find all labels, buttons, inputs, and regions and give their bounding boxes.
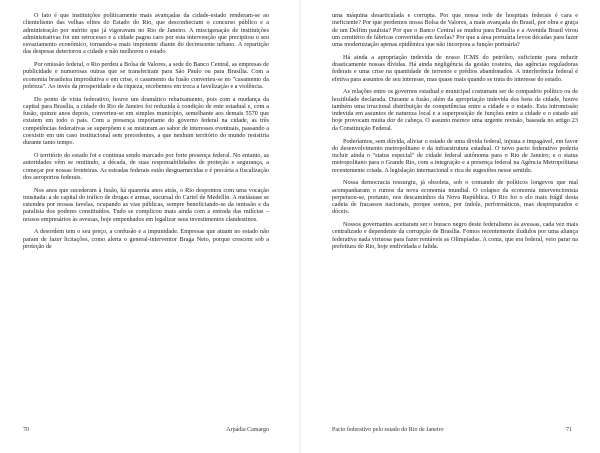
left-paragraph: Nos anos que sucederam à fusão, há quarenta anos atrás, o Rio despontou com uma vocação inusitada: a de capital do tráfico de drogas e armas, sucursal do Cartel de Medellín. A metástase se estendeu por nossas favelas, ocupando as vias públicas, sempre beneficiando-se da omissão e da paralisia dos poderes constituídos. Tudo se complicou mais ainda com a entrada das milícias – nossos empresários às avessas, hoje empenhados em legalizar seus investimentos clandestinos.: [23, 186, 269, 223]
right-page-number: 71: [566, 427, 572, 433]
left-paragraph: Do ponto de vista federativo, houve um dramático rebaixamento, pois com a mudança da capital para Brasília, a cidade do Rio de Janeiro foi reduzida à condição de ente estadual e, com a fusão, quinze anos depois, converteu-se em simples município, semelhante aos demais 5570 que existem em todo o país. Com a presença importante do governo federal na cidade, as três competências federativas se superpõem e se misturam ao sabor de interesses eventuais, passando a coexistir em um caso institucional sem precedentes, a que nenhum território do mundo resistiria durante tanto tempo.: [23, 95, 269, 147]
left-paragraph: O território do estado foi e continua sendo marcado por forte presença federal. No entanto, as autoridades vêm se omitindo, a década, de suas responsabilidades de proteção e segurança, a começar por nossas fronteiras. As estradas federais estão desguarnecidas e é precária a fiscalização dos aeroportos federais.: [23, 152, 269, 181]
left-paragraph: O fato é que instituições politicamente mais avançadas da cidade-estado renderam-se ao clientelismo das velhas elites do Estado do Rio, que desconheciam o concurso público e a administração por mérito que já vigoravam no Rio de Janeiro. A miscigenação de instituições administrativas foi um retrocesso e a cidade pagou caro por esta intervenção que precipitou o seu esvaziamento econômico, tornando-a mais impotente diante do decrescente urbano. A repartição das despesas deteriorou a cidade e não melhorou o estado.: [23, 12, 269, 56]
left-page-body: [23, 12, 269, 256]
right-page-body: [332, 12, 578, 256]
right-paragraph: As relações entre os governos estadual e municipal costumam ser de compadrio político ou de hostilidade declarada. Durante a fusão, além da apropriação indevida dos bens da cidade, houve também uma irracional distribuição de competências entre a cidade e o estado. Esta intromissão indevida em assuntos de natureza local e a superposição de funções entre a cidade e o estado até hoje provocam muita dor de cabeça. O assunto merece uma urgente revisão, baseada no artigo 23 da Constituição Federal.: [332, 88, 578, 132]
left-running-head: Arpádia Camargo: [226, 427, 269, 433]
right-paragraph: uma máquina desarticulada e corrupta. Por que nossa rede de hospitais federais é cara e ineficiente? Por que perdemos nossa Bolsa de Valores, a mais avançada do Brasil, por obra e graça de um Delfim paulista? Por que o Banco Central se mudou para Brasília e a Avenida Brasil virou um cemitério de fábricas convertidas em favelas? Por que a área portuária levou décadas para fazer uma modernização apenas epidêmica que não incorpora a função portuária?: [332, 12, 578, 48]
left-page-number: 70: [23, 427, 29, 433]
right-running-head: Pacto federativo pelo estado do Rio de Janeiro: [332, 427, 444, 433]
right-paragraph: Nossos governantes aceitaram ser o buraco negro deste federalismo às avessas, cada vez mais centralizado e dependente da corrupção de Brasília. Fomos recentemente iludidos por uma aliança federativa nada virtuosa para fazer rentáveis as Olimpíadas. A conta, que era federal, veio parar na prefeitura do Rio, hoje endividada e falida.: [332, 221, 578, 250]
right-paragraph: Nossa democracia ressurgiu, já obsoleta, sob o comando de políticos longevos que mal acompanharam o rumos da nova economia mundial. O colapso da economia intervencionista perpetuou-se, portanto, nos descaminhos da Nova República. O Rio foi o elo mais frágil desta cadeia de fracassos nacionais, porque somos, por índole, performáticos, mas despreparados e dóceis.: [332, 179, 578, 216]
left-paragraph: Por omissão federal, o Rio perdeu a Bolsa de Valores, a sede do Banco Central, as empresas de publicidade e numerosas outras que se transferiram para São Paulo ou para Brasília. Com a economia brasileira improdutiva e em crise, o casamento da fusão converteu-se no "casamento da pobreza". Ao invés da prosperidade e da riqueza, recebemos em troca a favelização e a violência.: [23, 61, 269, 90]
left-paragraph: A desordem tem o seu preço, a confusão e a impunidade. Empresas que atuam no estado não param de fazer licitações, como alerta o general-interventor Braga Neto, porque crescem sob a proteção de: [23, 228, 269, 250]
right-paragraph: Poderíamos, sem dúvida, aliviar o estado de uma dívida federal, injusta e impagável, em favor do desenvolvimento metropolitano e da infraestrutura estadual. O novo pacto federativo poderia incluir ainda o "status especial" de cidade federal autônoma para o Rio de Janeiro; e o status metropolitano para o Grande Rio, com a integração e a presença federal na Agência Metropolitana recentemente criada. A legislação internacional e rica de sugestões nesse sentido.: [332, 137, 578, 174]
right-paragraph: Há ainda a apropriação indevida de nosso ICMS do petróleo, suficiente para reduzir drasticamente nossas dívidas. Há ainda negligência da gestão costeira, das agências reguladoras federais e uma crise na quantidade de terrenos e prédios abandonados. A interferência federal é efetiva para assuntos de seu interesse, mas quase mais quando se trata do interesse do estado.: [332, 53, 578, 83]
page-gutter: [299, 0, 301, 453]
